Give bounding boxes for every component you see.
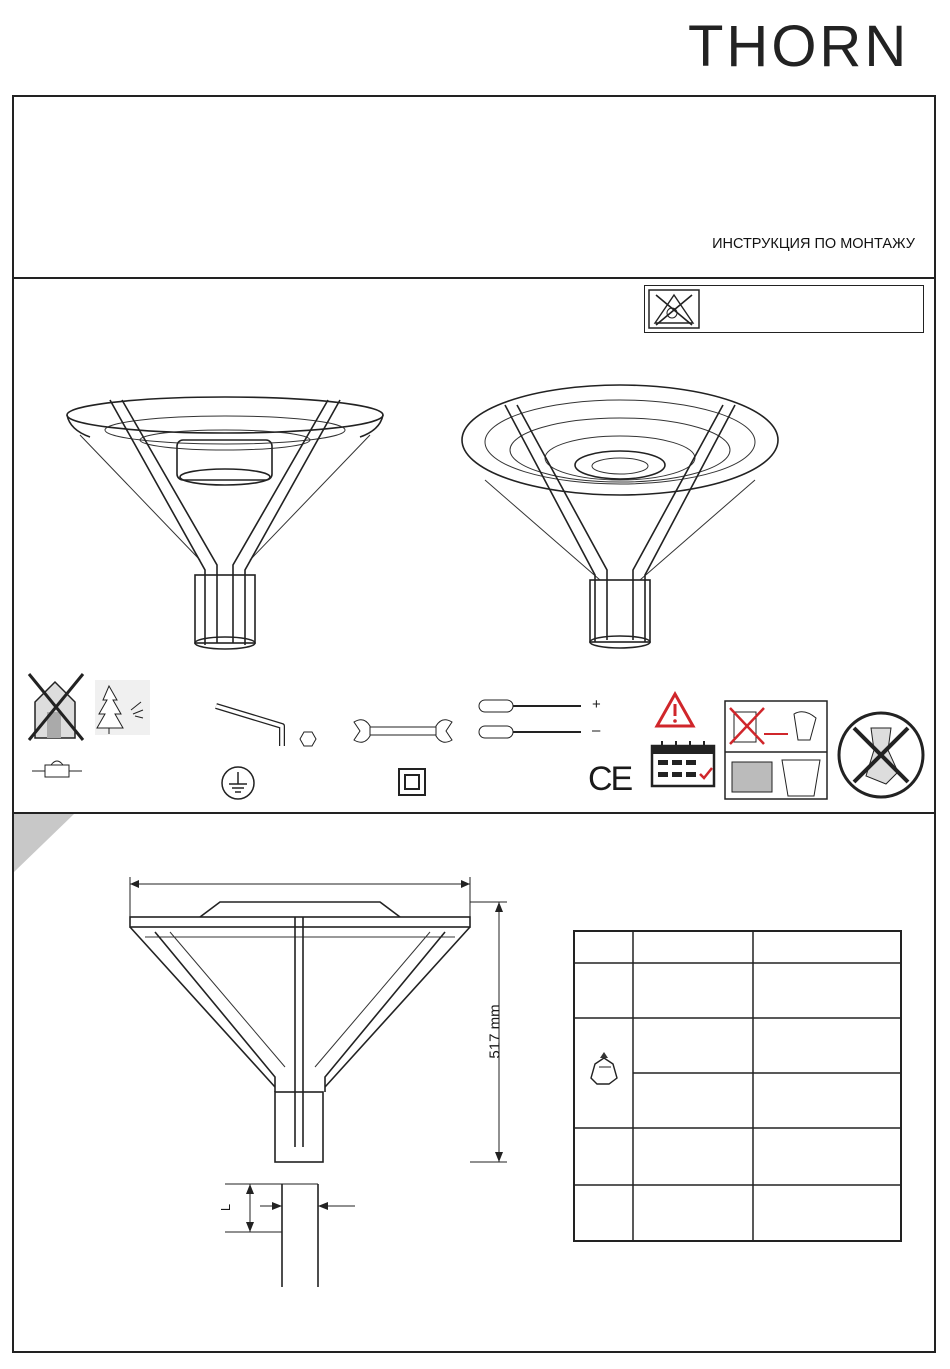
cleaning-instructions-icon (724, 700, 828, 800)
warning-triangle-icon (655, 692, 695, 728)
class-ii-insulation-icon (398, 768, 428, 798)
earth-ground-icon (218, 766, 258, 800)
no-disposal-in-waste-icon (836, 710, 926, 800)
plus-sign: + (592, 696, 601, 713)
cable-fuse-icon (32, 757, 82, 783)
wrench-icon (352, 718, 454, 744)
minus-sign: – (592, 722, 601, 739)
luminaire-variant-2-drawing (455, 380, 785, 660)
section-corner-marker (14, 814, 76, 874)
section-divider-1 (12, 277, 936, 279)
outdoor-use-icon (95, 680, 150, 735)
maintenance-calendar-icon (650, 740, 716, 788)
length-dimension-label: L (218, 1203, 234, 1212)
luminaire-dimension-drawing (125, 872, 510, 1292)
not-for-indoor-use-icon (27, 672, 85, 742)
screwdrivers-icon (477, 696, 587, 742)
ce-mark: CE (588, 760, 632, 798)
height-dimension-label: 517 mm (486, 1004, 504, 1059)
installation-table (573, 930, 902, 1242)
section-divider-2 (12, 812, 936, 814)
warning-box (644, 285, 924, 333)
installation-instructions-title: ИНСТРУКЦИЯ ПО МОНТАЖУ (712, 236, 915, 252)
no-sun-exposure-icon (648, 289, 700, 329)
thorn-logo: THORN (688, 14, 910, 79)
luminaire-variant-1-drawing (60, 385, 390, 660)
allen-key-icon (214, 700, 324, 750)
